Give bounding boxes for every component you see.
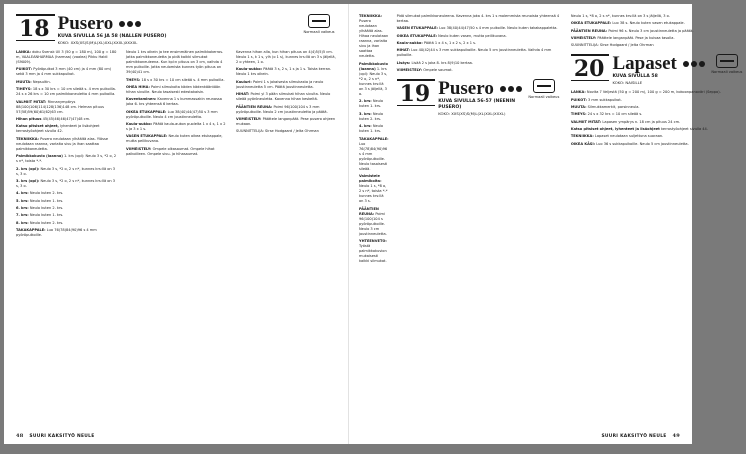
paragraph-text: Neulo 1 s, *8 o, 2 s n*, kunnes krs:llä on 3 s jäljellä, 3 o. [570, 14, 670, 18]
left-folio [16, 433, 95, 439]
pattern19-number: 19 [397, 79, 436, 106]
paragraph-lead: TIHEYS: [570, 112, 587, 117]
paragraph-text: 45(45)46(46)47(47)48 cm. [42, 117, 91, 121]
text-paragraph [16, 221, 118, 226]
difficulty-badge [525, 79, 563, 100]
paragraph-text: Novita 7 Veljestä (50 g = 200 m), 100 g = 200 m, kokoonpanoväri (Seppo). [586, 90, 721, 95]
paragraph-text: Luo 40(42)44 s 3 mm sukkapuikoille. Neulo 5 cm joustinneuletta. Vaihda 4 mm puikoille. [396, 48, 552, 58]
right-folio [601, 433, 680, 439]
right-page [348, 4, 743, 444]
paragraph-text: 24 s x 32 krs = 10 cm sileää s. [587, 112, 643, 117]
difficulty-icon [308, 14, 330, 28]
paragraph-text: Päätä 1 x 4 s, 1 x 2 s, 2 x 1 s. [423, 41, 477, 46]
paragraph-text: Pusero neulotaan ylhäältä alas. Ylösse neulotaan raanna, varlaita sivu ja ihan saattaa palmikkoneuletta. [16, 136, 109, 151]
pattern19-yarn-line: KUVA SIVULLA 56-57 (NEENIN PUSERO) [438, 99, 516, 111]
paragraph-lead: TEKNIIKKA: [359, 14, 382, 18]
paragraph-text: Lapaset neulotaan suljettuna suoraan. [594, 134, 664, 139]
paragraph-lead: 3. krs (opl): [16, 178, 40, 183]
paragraph-lead: PÄÄNTIEN REUNA: [236, 104, 273, 109]
paragraph-lead: Kaula-aukko: [236, 67, 263, 72]
paragraph-lead: VALMIIT MITAT: [16, 99, 47, 104]
paragraph-lead: MUUTA: [570, 105, 587, 110]
paragraph-text: Päätä kaula-aukon puolelta 1 x 4 s, 1 x 2 s ja 3 x 1 s. [126, 122, 226, 132]
text-paragraph [359, 112, 389, 122]
paragraph-text: Luo 76(78)84(90)96 s 4 mm pyöröpuikoille. Neulo tasaisesti sileää. [359, 141, 388, 171]
paragraph-lead: PUIKOT: [16, 67, 33, 72]
paragraph-lead: 6. krs: [16, 206, 29, 211]
pattern19-header [397, 79, 563, 116]
paragraph-text: Poimi silmukoita käden kädenkääntöön hihan sivuille. Neulo tasaisesti edestakaisin. [126, 84, 221, 94]
text-paragraph [16, 179, 118, 189]
text-paragraph [236, 92, 338, 102]
difficulty-badge [708, 54, 746, 75]
difficulty-badge [300, 14, 338, 34]
text-paragraph [16, 137, 118, 152]
paragraph-text: Luo 38 s. Neulo kuten vasen etukappale. [612, 21, 685, 26]
text-paragraph [126, 110, 228, 120]
text-paragraph [126, 97, 228, 107]
text-paragraph [571, 36, 746, 41]
paragraph-text: Pyöröpuikot 3 mm (40 cm) ja 4 mm (80 cm) sekä 3 mm ja 4 mm sukkapuikot. [16, 67, 112, 77]
right-columns [359, 14, 743, 424]
text-paragraph [236, 50, 338, 65]
text-paragraph [16, 50, 118, 65]
text-paragraph [16, 213, 118, 218]
text-paragraph [126, 122, 228, 132]
pattern20-yarn-line: KUVA SIVULLA 58 [612, 74, 658, 80]
difficulty-icon [533, 79, 555, 93]
pattern20-name [612, 54, 704, 74]
paragraph-lead: PÄÄNTIEN REUNA: [570, 28, 608, 33]
left-footer-text: SUURI KAKSITYÖ NEULE [29, 434, 95, 439]
paragraph-lead: VIIMEISTELY: [126, 146, 152, 151]
text-paragraph [16, 167, 118, 177]
paragraph-lead: VASEN ETUKAPPALE: [126, 134, 168, 139]
text-paragraph [16, 117, 118, 122]
paragraph-lead: PÄÄNTIEN REUNA: [359, 206, 379, 216]
paragraph-lead: Valmistele palmikoita: [359, 174, 382, 184]
paragraph-text: Poimi 1 s jokaisesta silmukasta ja neulo joustinneuletta 5 cm. Päätä joustinneuletta. [236, 79, 324, 89]
difficulty-label: Normaali vaikeus [711, 70, 743, 75]
text-paragraph [359, 207, 389, 237]
text-paragraph [571, 112, 746, 117]
difficulty-label: Normaali vaikeus [303, 30, 335, 34]
paragraph-text: Poimi 96 s. Neulo 3 cm joustinneuletta ja päätä. [608, 28, 694, 33]
paragraph-lead: OIKEA KÄSI: [570, 141, 596, 146]
text-paragraph [397, 26, 563, 31]
text-paragraph [359, 174, 389, 204]
text-paragraph [236, 67, 338, 77]
paragraph-text: Pidä silmukat palmikkoneuleena. Kavenna joka 4. krs 1 s molemmista reunoista yhteensä 4 kertaa. [396, 14, 560, 24]
text-paragraph [397, 48, 563, 58]
left-col-2 [126, 50, 228, 454]
paragraph-lead: 4. krs: [16, 191, 29, 196]
text-paragraph [397, 14, 563, 24]
paragraph-text: Neulo kuten 1. krs. [359, 124, 384, 134]
paragraph-lead: HIHAT: [396, 48, 410, 53]
paragraph-text: Neulo 1 s, *8 o, 2 s n*, toista *-* kunnes krs:llä on 3 s. [359, 184, 388, 204]
paragraph-lead: 2. krs (opl): [16, 166, 40, 171]
text-paragraph [16, 228, 118, 238]
text-paragraph [397, 41, 563, 46]
difficulty-label: Normaali vaikeus [528, 95, 560, 100]
pattern20-name-text: Lapaset [612, 53, 677, 75]
paragraph-lead: Kaventaminen: [126, 97, 157, 102]
paragraph-lead: Palmikkokuvio (laanna) [359, 61, 388, 71]
paragraph-lead: 7. krs: [16, 213, 29, 218]
paragraph-lead: Hihan pituus [16, 117, 42, 121]
paragraph-lead: OIKEA ETUKAPPALE: [396, 33, 438, 38]
text-paragraph [397, 68, 563, 73]
pattern-name [58, 14, 297, 34]
pattern20-header [571, 54, 746, 85]
pattern19-name [438, 79, 522, 99]
text-paragraph [571, 43, 746, 48]
paragraph-text: kerrostyöohjeet sivulla 44. [660, 127, 708, 132]
paragraph-text: Ompele olkasaumat. Ompele hihat paikoilleen. Ompele sivu- ja hihasaumat. [126, 146, 215, 156]
paragraph-text: Ompele saumat. [423, 68, 453, 73]
yarn-icon [500, 86, 522, 92]
text-paragraph [126, 85, 228, 95]
paragraph-text: Päättele langanpäät. Pese ja kuivaa tasolla. [597, 36, 675, 41]
paragraph-text: Poimi 96(100)104 s 3 mm pyöröpuikoille. Neulo 2 cm joustinneuletta ja päätä. [236, 104, 328, 114]
text-paragraph [16, 87, 118, 97]
paragraph-text: lyhenteet ja lisäohjeet kerrostyöohjeet sivulla 42. [16, 124, 100, 134]
pattern-size-line: KOKO: XXS(XS)S(M)L(XL)XXL(XXXL)XXXXL [57, 40, 138, 45]
paragraph-lead: 2. krs: [359, 99, 372, 104]
paragraph-text: Luo 38(40)44(47)50 s 4 mm puikoille. Neulo kuten takakappaletta. [439, 26, 558, 31]
paragraph-text: Päätä 3 s, 2 s, 1 s ja 1 s. Toista kerran. Neulo 1 krs oikein. [236, 67, 332, 77]
paragraph-lead: 4. krs: [359, 124, 372, 129]
text-paragraph [571, 29, 746, 34]
text-paragraph [16, 199, 118, 204]
text-paragraph [16, 80, 118, 85]
text-paragraph [126, 78, 228, 83]
text-paragraph [16, 100, 118, 115]
paragraph-lead: Kauluri: [236, 79, 252, 84]
text-paragraph [571, 120, 746, 125]
paragraph-lead: VASEN ETUKAPPALE: [396, 26, 438, 31]
text-paragraph [571, 105, 746, 110]
paragraph-lead: 5. krs: [16, 198, 29, 203]
paragraph-text: Rinnanympärys 88(100)106(114)128(136)148 cm. Helman pituus 57(58)59(60)61(62)63 cm. [16, 99, 105, 114]
paragraph-lead: 8. krs: [16, 220, 29, 225]
paragraph-text: Neulo kuten 2. krs. [29, 206, 64, 211]
pattern20-number: 20 [571, 54, 610, 81]
paragraph-text: Pusero neulotaan ylhäältä alas. Hihaa neulotaan raanna, varlaita sivu ja ihan saattaa neuletta. [359, 19, 389, 59]
pattern20-size-line: KOKO: NAISILLE [612, 80, 643, 86]
paragraph-text: Luo 36 s sukkapuikoille. Neulo 5 cm joustinneuletta. [596, 141, 689, 146]
text-paragraph [571, 142, 746, 147]
paragraph-text: Nepsultin. [32, 79, 51, 84]
left-page [4, 4, 348, 444]
paragraph-text: Neulo kuten 2. krs. [29, 220, 64, 225]
pattern19-title-block [438, 79, 522, 116]
paragraph-text: Lisää 2 s joka 8. krs 8(9)10 kertaa. [411, 60, 473, 65]
paragraph-lead: THEYS: [126, 77, 141, 82]
paragraph-lead: YHTEENVETO: [359, 239, 387, 244]
paragraph-lead: Katso pitsiset ohjeet, lyhenteet ja lisäohjeet [570, 127, 660, 132]
paragraph-lead: VIIMEISTELY: [396, 68, 423, 73]
paragraph-lead: TIHEYS: [16, 87, 32, 92]
yarn-icon [119, 21, 141, 27]
paragraph-lead: LANKA: [570, 90, 586, 95]
paragraph-text: Neulo kuten 2. krs. [359, 111, 384, 121]
text-paragraph [571, 14, 746, 19]
paragraph-text: Silmukkamerkit, parsinneula. [587, 105, 640, 110]
text-paragraph [126, 50, 228, 75]
pattern-number: 18 [16, 14, 55, 41]
paragraph-lead: 3. krs: [359, 111, 372, 116]
paragraph-text: 1. krs (opl): Neulo 3 s, *2 o, 2 s n*, kunnes krs:llä on 3 s jäljellä, 3 o. [359, 66, 388, 96]
paragraph-text: Kavenna 1 s kummassakin reunassa joka 6. krs yhteensä 6 kertaa. [126, 97, 222, 107]
text-paragraph [236, 129, 338, 134]
paragraph-text: Kavenna hihan alla, kun hihan pituus on 4(4)5(5)5 cm. Neulo 1 s, k 1 s, ylh (o 1 s), kunnes krs:llä on 3 s jäljellä, 2 o yhteen, 1 o. [236, 50, 336, 65]
text-paragraph [359, 99, 389, 109]
paragraph-text: 3 mm sukkapuikot. [588, 97, 622, 102]
text-paragraph [571, 127, 746, 132]
pattern20-body [571, 90, 746, 146]
right-col-1 [359, 14, 389, 424]
right-col-3 [571, 14, 746, 424]
paragraph-lead: Katso pitsiset ohjeet, [16, 124, 59, 129]
pattern20-title-block [612, 54, 704, 85]
paragraph-text: Neulo kuten vasen, mutta peilikuvana. [438, 33, 507, 38]
paragraph-text: Luo 76(78)84(90)96 s 4 mm pyöröpuikoille. [16, 228, 97, 238]
paragraph-text: Päättele langanpäät. Pese pusero ohjeen mukaan. [236, 117, 336, 127]
text-paragraph [126, 147, 228, 157]
book-spread [4, 4, 743, 444]
paragraph-text: Luo 38(40)44(47)50 s 3 mm pyöröpuikoille. Neulo 4 cm joustinneuletta. [126, 109, 218, 119]
paragraph-text: doku Svensk Ull 3 (50 g = 180 m), 100 g = 180 m, VAALEANHARMAA (harmaa) (vaalea) Pikku Haldi (S9009). [16, 50, 117, 65]
paragraph-lead: TEKNIIKKA: [16, 136, 39, 141]
paragraph-lead: Kaula-aukko: [126, 122, 153, 127]
paragraph-text: Neulo 3 s, *2 o, 2 s n*, kunnes krs:llä on 3 s, 3 o. [16, 178, 116, 188]
paragraph-lead: OHEA HIHA: [126, 84, 150, 89]
text-paragraph [359, 239, 389, 264]
text-paragraph [359, 137, 389, 172]
text-paragraph [236, 117, 338, 127]
text-paragraph [571, 134, 746, 139]
paragraph-lead: VALMIIT MITAT: [570, 119, 602, 124]
paragraph-lead: Lisäys: [396, 60, 411, 65]
text-paragraph [571, 90, 746, 95]
text-paragraph [397, 61, 563, 66]
text-paragraph [16, 124, 118, 134]
paragraph-lead: OIKEA ETUKAPPALE: [126, 109, 167, 114]
text-paragraph [571, 98, 746, 103]
paragraph-lead: Kaula-aukko: [396, 41, 423, 46]
paragraph-text: 18 s x 30 krs = 10 cm sileää s. 4 mm puikoilla. 24 s x 26 krs = 10 cm palmikkoneuletta 4 mm puikoilla. [16, 87, 116, 97]
right-col-2-body [397, 14, 563, 73]
right-col-3-body [571, 14, 746, 48]
paragraph-lead: TAKAKAPPALE: [16, 228, 46, 233]
text-paragraph [16, 67, 118, 77]
text-paragraph [359, 124, 389, 134]
right-page-number: 49 [672, 433, 680, 439]
paragraph-text: Lapasen ympärys n. 18 cm ja pituus 24 cm. [602, 119, 681, 124]
paragraph-lead: VIIMEISTELY: [570, 36, 597, 41]
pattern-header [16, 14, 338, 45]
left-columns [16, 50, 338, 454]
paragraph-lead: PUIKOT: [570, 97, 587, 102]
paragraph-lead: Palmikkokuvio (laanna) [16, 154, 63, 159]
pattern19-size-line: KOKO: XXS(XS)S(M)L(XL)XXL(XXXL) [438, 111, 506, 117]
paragraph-text: Neulo kuten 1. krs. [29, 198, 64, 203]
paragraph-lead: MUUTA: [16, 79, 32, 84]
pattern19-name-text: Pusero [438, 78, 494, 100]
paragraph-text: Neulo kuten 1. krs. [29, 213, 64, 218]
pattern-yarn-line: KUVA SIVULLA 56 JA 58 (NALLEN PUSERO) [57, 34, 167, 39]
paragraph-text: Neulo 3 s, *2 o, 2 s n*, kunnes krs:llä on 3 s, 3 o. [16, 166, 116, 176]
paragraph-text: Poimi yl 3 pään silmukat hihan sivulta. Neulo sileää pyöröneuletta. Kavenna hihan keskeltä. [236, 92, 331, 102]
right-col-2 [397, 14, 563, 424]
paragraph-text: SUUNNITTELIJA: Sirse Hodgaard / Jelta Ohrman [236, 129, 319, 134]
text-paragraph [397, 34, 563, 39]
text-paragraph [16, 191, 118, 196]
text-paragraph [236, 105, 338, 115]
left-page-number: 48 [16, 433, 24, 439]
paragraph-lead: OIKEA ETUKAPPALE: [570, 21, 612, 26]
text-paragraph [16, 154, 118, 164]
paragraph-lead: LANKA: [16, 50, 31, 54]
right-footer-text: SUURI KAKSITYÖ NEULE [601, 434, 667, 439]
text-paragraph [16, 206, 118, 211]
text-paragraph [571, 21, 746, 26]
paragraph-text: 18 s x 30 krs = 10 cm sileää s. 4 mm puikoilla. [141, 77, 225, 82]
paragraph-text: Poimi 96(100)104 s pyöröpuikoille. Neulo 3 cm joustinneuletta. [359, 211, 387, 236]
paragraph-text: Neulo kuten 1. krs. [359, 99, 384, 109]
text-paragraph [359, 14, 389, 59]
text-paragraph [126, 134, 228, 144]
paragraph-lead: HIHAT: [236, 92, 250, 97]
yarn-icon [683, 61, 705, 67]
paragraph-text: SUUNNITTELIJA: Sirse Hodgaard / Jelta Ohrman [570, 43, 654, 48]
paragraph-lead: TEKNIIKKA: [570, 134, 594, 139]
paragraph-text: Neulo kuten 2. krs. [29, 191, 64, 196]
difficulty-icon [716, 54, 738, 68]
text-paragraph [359, 62, 389, 97]
paragraph-text: 1. krs (opl): Neulo 3 s, *2 o, 2 s n*, toista *-*. [16, 154, 117, 164]
pattern-title-block [58, 14, 297, 45]
paragraph-text: Neulo 1 krs oikein ja tee ensimmäinen palmikkokerros. Jatka palmikkoneuletta ja pidä kaikki silmukat palmikkoneuleena. Kun kpl:n pituus on 3 cm, vaihda 4 mm puikoille. Jatka neulomista kunnes työn pituus on 39(40)41 cm. [126, 50, 224, 75]
paragraph-lead: VIIMEISTELY: [236, 117, 262, 121]
paragraph-text: Neulo kuten oikea etukappale, mutta peilikuvana. [126, 134, 223, 144]
paragraph-text: Työstä palmikkokuvion mukaisesti kaikki silmukat. [359, 244, 387, 264]
paragraph-lead: TAKAKAPPALE: [359, 136, 389, 141]
pattern-name-text: Pusero [57, 13, 114, 34]
left-col-3 [236, 50, 338, 454]
text-paragraph [236, 80, 338, 90]
left-col-1 [16, 50, 118, 454]
